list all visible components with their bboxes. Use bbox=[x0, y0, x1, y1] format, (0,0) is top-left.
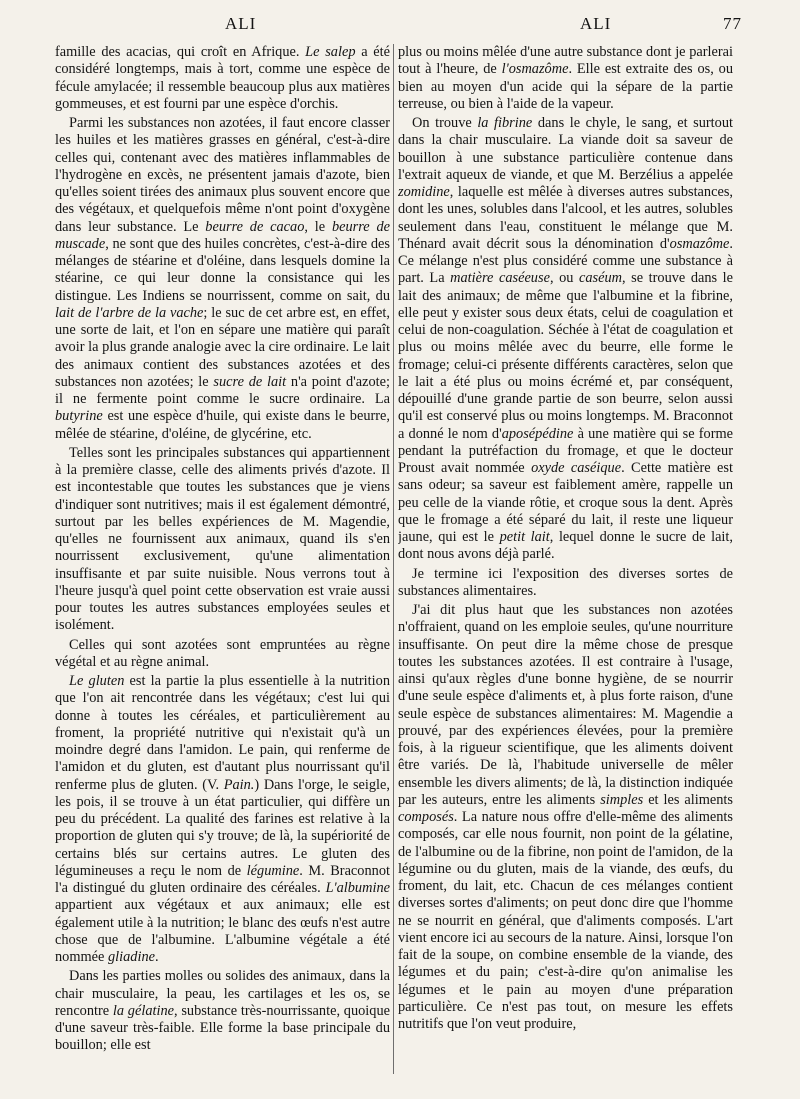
paragraph bbox=[55, 445, 390, 635]
text-run: , ou bbox=[549, 270, 579, 287]
italic-term: oxyde caséique bbox=[531, 460, 622, 476]
right-column bbox=[398, 44, 733, 1090]
paragraph bbox=[398, 115, 733, 564]
italic-term: la fibrine bbox=[477, 115, 533, 131]
italic-term: petit lait bbox=[499, 529, 550, 545]
italic-term: composés bbox=[398, 809, 454, 825]
text-run: , le bbox=[304, 218, 332, 235]
column-divider bbox=[393, 44, 394, 1074]
text-run: , substance très-nourrissante, quoique d'une saveur très-faible. Elle forme la base principale du bouillon; elle est bbox=[55, 1002, 390, 1054]
text-run: et les aliments bbox=[643, 791, 733, 808]
text-run: plus ou moins mêlée d'une autre substance dont je parlerai tout à l'heure, de bbox=[398, 44, 733, 78]
italic-term: lait de l'arbre de la vache bbox=[55, 304, 204, 321]
text-run: , ne sont que des huiles concrètes, c'est-à-dire des mélanges de stéarine et d'oléine, dans lesquels domine la stéarine, ce qui leur donne la consistance qui les distingue. Les Indiens se nourrissent, comme on sait, du bbox=[55, 235, 390, 304]
paragraph bbox=[398, 44, 733, 113]
paragraph bbox=[398, 566, 733, 601]
text-run: est une espèce d'huile, qui existe dans le beurre, mêlée de stéarine, d'oléine, de glycérine, etc. bbox=[55, 408, 390, 442]
text-run: . Elle est extraite des os, ou bien au moyen d'un acide qui la sépare de la partie terreuse, ou bien à l'aide de la vapeur. bbox=[398, 61, 733, 112]
paragraph bbox=[55, 673, 390, 966]
text-run: a été considéré longtemps, mais à tort, comme une espèce de fécule amylacée; il ressemble beaucoup plus aux matières gommeuses, et est fourni par une espèce d'orchis. bbox=[55, 44, 390, 112]
italic-term: gliadine bbox=[107, 949, 155, 965]
left-running-title: ALI bbox=[225, 14, 257, 33]
italic-term: Le salep bbox=[305, 44, 356, 60]
paragraph bbox=[55, 44, 390, 113]
paragraph bbox=[55, 115, 390, 443]
text-run: ) Dans l'orge, le seigle, les pois, il se trouve à un état particulier, qui diffère un peu du précédent. La qualité des farines est relative à la proportion de gluten qui s'y trouve; de là, la supériorité de certains blés sur certains autres. Le gluten des légumineuses a reçu le nom de bbox=[55, 776, 390, 879]
text-run: , se trouve dans le lait des animaux; de même que l'albumine et la fibrine, elle peut y exister sous deux états, celui de coagulation et celui de non-coagulation. Séchée à l'état de coagulation et plus ou moins mêlée avec du beurre, elle forme le fromage; celui-ci présente différents caractères, selon que le lait a été plus ou moins écrémé et, par conséquent, dépouillé d'une grande partie de son beurre, selon aussi qu'il est conservé plus ou moins longtemps. M. Braconnot a donné le nom d' bbox=[398, 270, 733, 442]
text-run: Parmi les substances non azotées, il faut encore classer les huiles et les matières grasses en général, c'est-à-dire celles qui, contenant avec des matières inflammables de l'hydrogène en excès, ne présentent jamais d'azote, bien qu'elles soient tirées des animaux plus souvent encore que des végétaux, et quelquefois même n'ont point d'oxygène dans leur substance. Le bbox=[55, 115, 390, 235]
paragraph bbox=[55, 637, 390, 672]
text-run: Dans les parties molles ou solides des animaux, dans la chair musculaire, la peau, les cartilages et les os, se rencontre bbox=[55, 968, 390, 1019]
text-run: n'a point d'azote; il ne fermente point comme le sucre ordinaire. La bbox=[55, 373, 390, 407]
italic-term: Le gluten bbox=[69, 673, 125, 689]
text-run: famille des acacias, qui croît en Afrique. bbox=[55, 44, 306, 60]
italic-term: matière caséeuse bbox=[450, 270, 550, 287]
text-run: . bbox=[155, 949, 159, 965]
text-run: J'ai dit plus haut que les substances non azotées n'offraient, quand on les emploie seules, qu'une nourriture insuffisante. On peut dire la même chose de presque toutes les substances azotées. Il est contraire à l'usage, ainsi qu'aux règles d'une bonne hygiène, de se nourrir d'une seule espèce d'aliments et, à plus forte raison, d'une seule espèce de substances alimentaires: M. Magendie a prouvé, par des expériences élevées, pour la première fois, à la rigueur scientifique, que les aliments doivent être variés. De là, l'habitude universelle de mêler ensemble les divers aliments; de là, la distinction indiquée par les auteurs, entre les aliments bbox=[398, 602, 733, 808]
text-run: , lequel donne le sucre de lait, dont nous avons déjà parlé. bbox=[398, 529, 733, 563]
text-run: Celles qui sont azotées sont empruntées au règne végétal et au règne animal. bbox=[55, 636, 390, 670]
text-run: à une matière qui se forme pendant la putréfaction du fromage, et que le docteur Proust avait nommée bbox=[398, 425, 733, 476]
italic-term: la gélatine bbox=[112, 1002, 175, 1019]
page-number: 77 bbox=[723, 14, 742, 33]
text-run: ; le suc de cet arbre est, en effet, une sorte de lait, et l'on en sépare une matière qui paraît avoir la plus grande analogie avec la cire ordinaire. Le lait des animaux contient des substances azotées et des substances non azotées; le bbox=[55, 304, 390, 390]
italic-term: Pain. bbox=[223, 776, 255, 793]
italic-term: aposépédine bbox=[501, 425, 574, 442]
running-header bbox=[55, 14, 742, 40]
text-run: . Cette matière est sans odeur; sa saveur est faiblement amère, rappelle un peu celle de la viande rôtie, et croque sous la dent. Après que le fromage a été séparé du lait, il reste une liqueur jaune, qui est le bbox=[398, 460, 733, 545]
italic-term: sucre de lait bbox=[213, 373, 287, 390]
italic-term: caséum bbox=[578, 270, 622, 287]
text-run: . Ce mélange n'est plus considéré comme une substance à part. La bbox=[398, 235, 733, 287]
paragraph bbox=[55, 968, 390, 1054]
italic-term: légumine bbox=[246, 862, 300, 879]
text-run: , laquelle est mêlée à diverses autres substances, dont les unes, solubles dans l'alcool, et les autres, solubles seulement dans l'eau, constituent le mélange que M. Thénard avait décrit sous la dénomination d' bbox=[398, 184, 733, 252]
text-run: dans le chyle, le sang, et surtout dans la chair musculaire. La viande doit sa saveur de bouillon à une substance particulière contenue dans l'extrait aqueux de viande, et que M. Berzélius a appelée bbox=[398, 115, 733, 183]
italic-term: zomidine bbox=[398, 184, 450, 200]
italic-term: butyrine bbox=[55, 408, 103, 425]
text-run: . M. Braconnot l'a distingué du gluten ordinaire des céréales. bbox=[55, 862, 390, 896]
italic-term: L'albumine bbox=[325, 880, 390, 896]
text-run: est la partie la plus essentielle à la nutrition que l'on ait rencontrée dans les végétaux; c'est lui qui donne à toutes les céréales, et particulièrement au froment, la propriété nutritive qui n'existait qu'à un moindre degré dans l'amidon. Le pain, qui renferme de l'amidon et du gluten, est d'autant plus nourrissant qu'il renferme plus de gluten. (V. bbox=[55, 673, 390, 793]
italic-term: beurre de cacao bbox=[205, 218, 305, 235]
text-run: Telles sont les principales substances qui appartiennent à la première classe, celle des aliments privés d'azote. Il est incontestable que toutes les substances que je viens d'indiquer sont nutritives; mais il est également démontré, surtout par les belles expériences de M. Magendie, qu'elles ne fournissent aux animaux, quand ils s'en nourrissent exclusivement, qu'une alimentation insuffisante et par suite nuisible. Nous verrons tout à l'heure jusqu'à quel point cette observation est vraie aussi pour toutes les autres substances employées seules et isolément. bbox=[55, 444, 390, 634]
text-run: . La nature nous offre d'elle-même des aliments composés, car elle nous fournit, non point de la gélatine, de l'albumine ou de la fibrine, non point de l'amidon, de la légumine ou du gluten, mais de la viande, des œufs, du froment, du lait, etc. Chacun de ces mélanges contient diverses sortes d'aliments; on peut donc dire que l'homme ne se nourrit en général, que d'aliments composés. L'art vient encore ici au secours de la nature. Ainsi, lorsque l'on fait de la soupe, on combine ensemble de la viande, des légumes et du pain; c'est-à-dire qu'on animalise les légumes et le pain au moyen d'une préparation particulière. Ce n'est pas tout, on mesure les effets nutritifs que l'on veut produire, bbox=[398, 809, 733, 1032]
right-running-title: ALI bbox=[580, 14, 612, 33]
text-run: On trouve bbox=[412, 115, 478, 131]
text-run: appartient aux végétaux et aux animaux; elle est également utile à la nutrition; le blanc des œufs n'est autre chose que de l'albumine. L'albumine végétale a été nommée bbox=[55, 897, 390, 965]
text-run: Je termine ici l'exposition des diverses sortes de substances alimentaires. bbox=[398, 565, 733, 599]
italic-term: l'osmazôme bbox=[501, 61, 569, 78]
paragraph bbox=[398, 602, 733, 1033]
italic-term: osmazôme bbox=[669, 235, 730, 252]
italic-term: simples bbox=[600, 791, 644, 808]
left-column bbox=[55, 44, 390, 1090]
italic-term: beurre de muscade bbox=[55, 218, 390, 252]
